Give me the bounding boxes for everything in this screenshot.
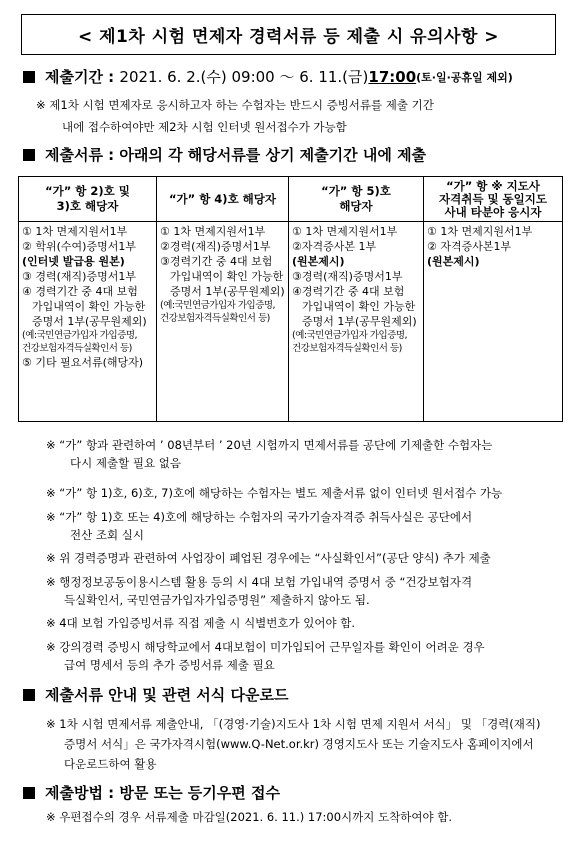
period-note: [36, 96, 556, 136]
note-5: [46, 573, 561, 609]
note-7-line2: 급여 명세서 등의 추가 증빙서류 제출 필요: [64, 658, 275, 672]
list-item: ③경력(재직)증명서1부: [292, 270, 403, 283]
header-col4-line1: “가” 항 ※ 지도사: [446, 178, 540, 193]
note-3-line2: 전산 조회 실시: [70, 528, 144, 542]
col3-cell: [289, 222, 424, 422]
header-col1-line1: “가” 항 2)호 및: [45, 184, 130, 198]
period-section: [23, 66, 513, 87]
period-value: 2021. 6. 2.(수) 09:00 ～ 6. 11.(금): [119, 68, 369, 86]
period-label: 제출기간 :: [45, 68, 115, 86]
note-6: [46, 614, 561, 632]
note-7-line1: ※ 강의경력 증빙시 해당학교에서 4대보험이 미가입되어 근무일자를 확인이 어려운 경우: [46, 640, 485, 654]
list-item: 증명서 1부(공무원제외): [302, 315, 417, 328]
header-col3-line1: “가” 항 5)호: [321, 184, 391, 198]
list-item: ③ 경력(재직)증명서1부: [22, 270, 136, 283]
table-header-row: [19, 177, 563, 222]
list-item: (인터넷 발급용 원본): [22, 255, 125, 268]
list-item: ③경력기간 중 4대 보험: [160, 255, 273, 268]
list-item: (원본제시): [427, 255, 480, 268]
list-item: ② 학위(수여)증명서1부: [22, 240, 136, 253]
method-note: [46, 808, 561, 826]
period-note-line1: ※ 제1차 시험 면제자로 응시하고자 하는 수험자는 반드시 증빙서류를 제출 기간: [36, 98, 434, 112]
note-5-line2: 득실확인서, 국민연금가입자가입증명원” 제출하지 않아도 됨.: [64, 593, 370, 607]
list-item: ① 1차 면제지원서1부: [292, 225, 398, 238]
download-note-line2: 증명서 서식」은 국가자격시험(www.Q-Net.or.kr) 경영지도사 또는 기술지도사 홈페이지에서: [64, 737, 534, 751]
list-item: ④경력기간 중 4대 보험: [292, 285, 405, 298]
note-5-line1: ※ 행정정보공동이용시스템 활용 등의 시 4대 보험 가입내역 증명서 중 “건강보험자격: [46, 575, 473, 589]
table-body-row: [19, 222, 563, 422]
list-item: (예:국민연금가입자 가입증명,: [292, 330, 408, 341]
period-exclusion: (토·일·공휴일 제외): [416, 70, 513, 84]
documents-table: [18, 176, 563, 422]
list-item: ⑤ 기타 필요서류(해당자): [22, 356, 144, 369]
note-1-line2: 다시 제출할 필요 없음: [70, 456, 181, 470]
page-title: [21, 14, 556, 55]
list-item: 건강보험자격득실확인서 등): [22, 343, 132, 354]
col2-cell: [157, 222, 289, 422]
list-item: 가입내역이 확인 가능한: [170, 270, 284, 283]
note-3-line1: ※ “가” 항 1)호 또는 4)호에 해당하는 수험자의 국가기술자격증 취득사실은 공단에서: [46, 510, 473, 524]
list-item: ① 1차 면제지원서1부: [22, 225, 128, 238]
download-note-line3: 다운로드하여 활용: [64, 757, 157, 771]
method-heading: [23, 782, 280, 803]
header-col3-line2: 해당자: [339, 199, 373, 213]
list-item: 가입내역이 확인 가능한: [302, 300, 416, 313]
list-item: 증명서 1부(공무원제외): [170, 285, 285, 298]
header-col3: [289, 177, 424, 222]
square-bullet-icon: [23, 71, 35, 83]
header-col1-line2: 3)호 해당자: [56, 199, 119, 213]
list-item: 건강보험자격득실확인서 등): [292, 343, 402, 354]
list-item: (원본제시): [292, 255, 345, 268]
method-note-line1: ※ 우편접수의 경우 서류제출 마감일(2021. 6. 11.) 17:00시까지 도착하여야 함.: [46, 810, 452, 824]
list-item: (예:국민연금가입자 가입증명,: [160, 300, 276, 311]
page-title-text: < 제1차 시험 면제자 경력서류 등 제출 시 유의사항 >: [77, 27, 500, 47]
list-item: ②자격증사본 1부: [292, 240, 377, 253]
period-deadline-time: 17:00: [368, 67, 417, 86]
note-7: [46, 638, 561, 674]
period-note-line2: 내에 접수하여야만 제2차 시험 인터넷 원서접수가 가능함: [62, 120, 347, 134]
note-1-line1: ※ “가” 항과 관련하여 ’ 08년부터 ’ 20년 시험까지 면제서류를 공단에 기제출한 수험자는: [46, 438, 493, 452]
header-col2-line1: “가” 항 4)호 해당자: [168, 191, 277, 206]
download-heading: [23, 684, 288, 705]
note-4-line1: ※ 위 경력증명과 관련하여 사업장이 폐업된 경우에는 “사실확인서”(공단 양식) 추가 제출: [46, 551, 491, 565]
note-4: [46, 549, 561, 567]
download-heading-text: 제출서류 안내 및 관련 서식 다운로드: [45, 686, 289, 704]
list-item: ① 1차 면제지원서1부: [427, 225, 533, 238]
header-col2: [157, 177, 289, 222]
docs-heading: [23, 144, 426, 165]
note-1: [46, 436, 561, 472]
list-item: 가입내역이 확인 가능한: [32, 300, 146, 313]
square-bullet-icon: [23, 149, 35, 161]
docs-heading-text: 제출서류 : 아래의 각 해당서류를 상기 제출기간 내에 제출: [45, 146, 427, 164]
note-6-line1: ※ 4대 보험 가입증빙서류 직접 제출 시 식별번호가 있어야 함.: [46, 616, 356, 630]
list-item: 증명서 1부(공무원제외): [32, 315, 147, 328]
square-bullet-icon: [23, 689, 35, 701]
note-3: [46, 508, 561, 544]
list-item: (예:국민연금가입자 가입증명,: [22, 330, 138, 341]
note-2: [46, 484, 561, 502]
list-item: ②경력(재직)증명서1부: [160, 240, 271, 253]
list-item: ① 1차 면제지원서1부: [160, 225, 266, 238]
list-item: ② 자격증사본1부: [427, 240, 512, 253]
download-note: [46, 714, 561, 774]
download-note-line1: ※ 1차 시험 면제서류 제출안내, 「(경영·기술)지도사 1차 시험 면제 지원서 서식」 및 「경력(재직): [46, 717, 541, 731]
col4-cell: [424, 222, 563, 422]
square-bullet-icon: [23, 787, 35, 799]
header-col1: [19, 177, 157, 222]
method-heading-text: 제출방법 : 방문 또는 등기우편 접수: [45, 784, 280, 802]
header-col4: [424, 177, 563, 222]
col1-cell: [19, 222, 157, 422]
header-col4-line2: 자격취득 및 동일지도: [439, 191, 547, 206]
note-2-line1: ※ “가” 항 1)호, 6)호, 7)호에 해당하는 수험자는 별도 제출서류 없이 인터넷 원서접수 가능: [46, 486, 503, 500]
list-item: ④ 경력기간 중 4대 보험: [22, 285, 138, 298]
list-item: 건강보험자격득실확인서 등): [160, 313, 270, 324]
header-col4-line3: 사내 타분야 응시자: [444, 204, 542, 219]
